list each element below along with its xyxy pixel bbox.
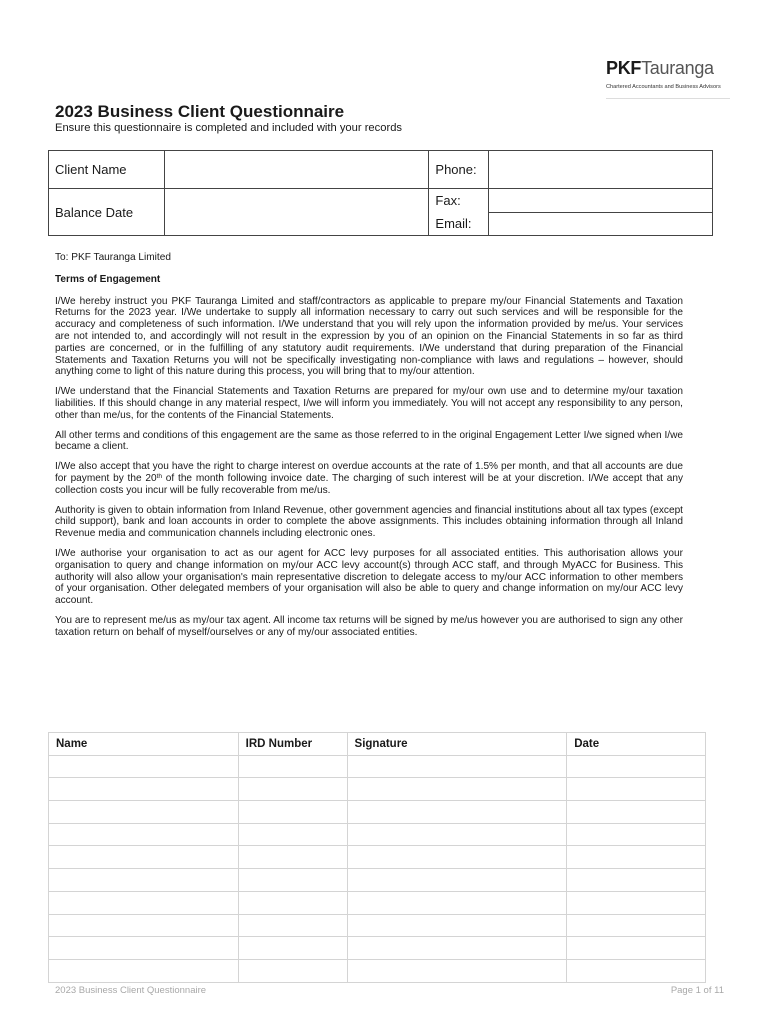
ird-number-cell[interactable] — [238, 914, 347, 937]
name-cell[interactable] — [49, 755, 239, 778]
name-cell[interactable] — [49, 801, 239, 824]
ird-number-column-header: IRD Number — [238, 733, 347, 756]
signature-cell[interactable] — [347, 823, 567, 846]
fax-label: Fax: — [429, 189, 489, 213]
terms-paragraph-2: I/We understand that the Financial Statements and Taxation Returns are prepared for my/our own use and to determine my/our taxation liabilities. If this should change in any material respect, I/we will inform you immediately. You will not accept any responsibility to any person, other than me/us, for the contents of the Financial Statements. — [55, 386, 683, 421]
date-column-header: Date — [567, 733, 706, 756]
terms-paragraph-6: I/We authorise your organisation to act as our agent for ACC levy purposes for all associated entities. This authorisation allows your organisation to query and change information on my/our ACC levy account(s) through ACC staff, and through MyACC for Business. This authority will also allow your organisation's main representative discretion to delegate access to my/our ACC information to other members of your organisation. Other delegated members of your organisation will also be able to query and change information on my/our ACC levy account. — [55, 547, 683, 607]
ordinal-suffix: th — [156, 472, 163, 480]
date-cell[interactable] — [567, 914, 706, 937]
ird-number-cell[interactable] — [238, 891, 347, 914]
ird-number-cell[interactable] — [238, 959, 347, 982]
client-name-label: Client Name — [49, 151, 165, 189]
logo-brand: PKF — [606, 58, 642, 78]
company-logo — [606, 58, 730, 90]
ird-number-cell[interactable] — [238, 846, 347, 869]
signature-row — [49, 846, 706, 869]
date-cell[interactable] — [567, 869, 706, 892]
signature-cell[interactable] — [347, 937, 567, 960]
signature-row — [49, 937, 706, 960]
signature-row — [49, 959, 706, 982]
client-details-table — [48, 150, 713, 236]
signature-row — [49, 778, 706, 801]
signature-cell[interactable] — [347, 914, 567, 937]
terms-heading: Terms of Engagement — [55, 273, 161, 285]
balance-date-field[interactable] — [164, 189, 429, 236]
date-cell[interactable] — [567, 801, 706, 824]
ird-number-cell[interactable] — [238, 937, 347, 960]
signature-row — [49, 914, 706, 937]
engagement-letter — [55, 252, 683, 647]
signature-row — [49, 869, 706, 892]
date-cell[interactable] — [567, 823, 706, 846]
logo-divider — [606, 98, 730, 99]
terms-paragraph-5: Authority is given to obtain information from Inland Revenue, other government agencies and financial institutions about all tax types (except child support), bank and loan accounts in order to complete the above assignments. This includes obtaining information through all Inland Revenue media and communication channels including electronic ones. — [55, 504, 683, 540]
name-cell[interactable] — [49, 823, 239, 846]
name-cell[interactable] — [49, 891, 239, 914]
signature-cell[interactable] — [347, 801, 567, 824]
signature-cell[interactable] — [347, 959, 567, 982]
letter-recipient: To: PKF Tauranga Limited — [55, 252, 171, 263]
signature-row — [49, 801, 706, 824]
email-label: Email: — [429, 213, 489, 236]
signature-row — [49, 891, 706, 914]
name-cell[interactable] — [49, 959, 239, 982]
interest-text-end: of the month following invoice date. The charging of such interest will be at your discretion. I/We accept that any collection costs you incur will be fully recoverable from me/us. — [55, 472, 683, 496]
name-cell[interactable] — [49, 914, 239, 937]
ird-number-cell[interactable] — [238, 823, 347, 846]
logo-wordmark — [606, 58, 730, 78]
logo-tagline: Chartered Accountants and Business Advisors — [606, 84, 721, 90]
date-cell[interactable] — [567, 891, 706, 914]
signature-cell[interactable] — [347, 891, 567, 914]
name-column-header: Name — [49, 733, 239, 756]
terms-paragraph-4 — [55, 461, 683, 496]
signature-cell[interactable] — [347, 778, 567, 801]
date-cell[interactable] — [567, 846, 706, 869]
interest-text-start: I/We also accept that you have the right to charge interest on overdue accounts at the rate of 1.5% per month, and that all accounts are due for payment by the 20 — [55, 461, 683, 484]
client-name-field[interactable] — [164, 151, 429, 189]
name-cell[interactable] — [49, 846, 239, 869]
page-subtitle: Ensure this questionnaire is completed and included with your records — [55, 122, 403, 134]
terms-paragraph-7: You are to represent me/us as my/our tax agent. All income tax returns will be signed by me/us however you are authorised to sign any other taxation return on behalf of myself/ourselves or any of my/our associated entities. — [55, 614, 683, 638]
signature-column-header: Signature — [347, 733, 567, 756]
date-cell[interactable] — [567, 778, 706, 801]
ird-number-cell[interactable] — [238, 869, 347, 892]
balance-date-label: Balance Date — [49, 189, 165, 236]
signature-cell[interactable] — [347, 755, 567, 778]
signature-header-row — [49, 733, 706, 756]
terms-paragraph-3: All other terms and conditions of this engagement are the same as those referred to in the original Engagement Letter I/we signed when I/we became a client. — [55, 429, 683, 453]
date-cell[interactable] — [567, 755, 706, 778]
signature-cell[interactable] — [347, 869, 567, 892]
name-cell[interactable] — [49, 869, 239, 892]
ird-number-cell[interactable] — [238, 801, 347, 824]
page-title: 2023 Business Client Questionnaire — [55, 102, 345, 121]
email-field[interactable] — [489, 213, 713, 236]
logo-city: Tauranga — [641, 58, 714, 78]
footer-page-number: Page 1 of 11 — [670, 985, 724, 996]
phone-field[interactable] — [489, 151, 713, 189]
ird-number-cell[interactable] — [238, 755, 347, 778]
terms-paragraph-1: I/We hereby instruct you PKF Tauranga Limited and staff/contractors as applicable to prepare my/our Financial Statements and Taxation Returns for the 2023 year. I/We undertake to supply all information necessary to carry out such services and will be responsible for the accuracy and completeness of such information. I/We understand that you will rely upon the information provided by me/us. Your services are not intended to, and accordingly will not result in the expression by you of an opinion on the Financial Statements in so far as third parties are concerned, or in the fulfilling of any statutory audit requirements. I/We understand that during preparation of the Financial Statements and Taxation Returns you will not be specifically investigating non-compliance with laws and regulations – however, should anything come to light of this nature during this process, you will bring that to my/our attention. — [55, 295, 683, 378]
name-cell[interactable] — [49, 937, 239, 960]
footer-document-title: 2023 Business Client Questionnaire — [55, 985, 207, 996]
phone-label: Phone: — [429, 151, 489, 189]
fax-field[interactable] — [489, 189, 713, 213]
signature-table — [48, 732, 706, 983]
date-cell[interactable] — [567, 937, 706, 960]
signature-row — [49, 755, 706, 778]
signature-row — [49, 823, 706, 846]
signature-cell[interactable] — [347, 846, 567, 869]
name-cell[interactable] — [49, 778, 239, 801]
ird-number-cell[interactable] — [238, 778, 347, 801]
date-cell[interactable] — [567, 959, 706, 982]
